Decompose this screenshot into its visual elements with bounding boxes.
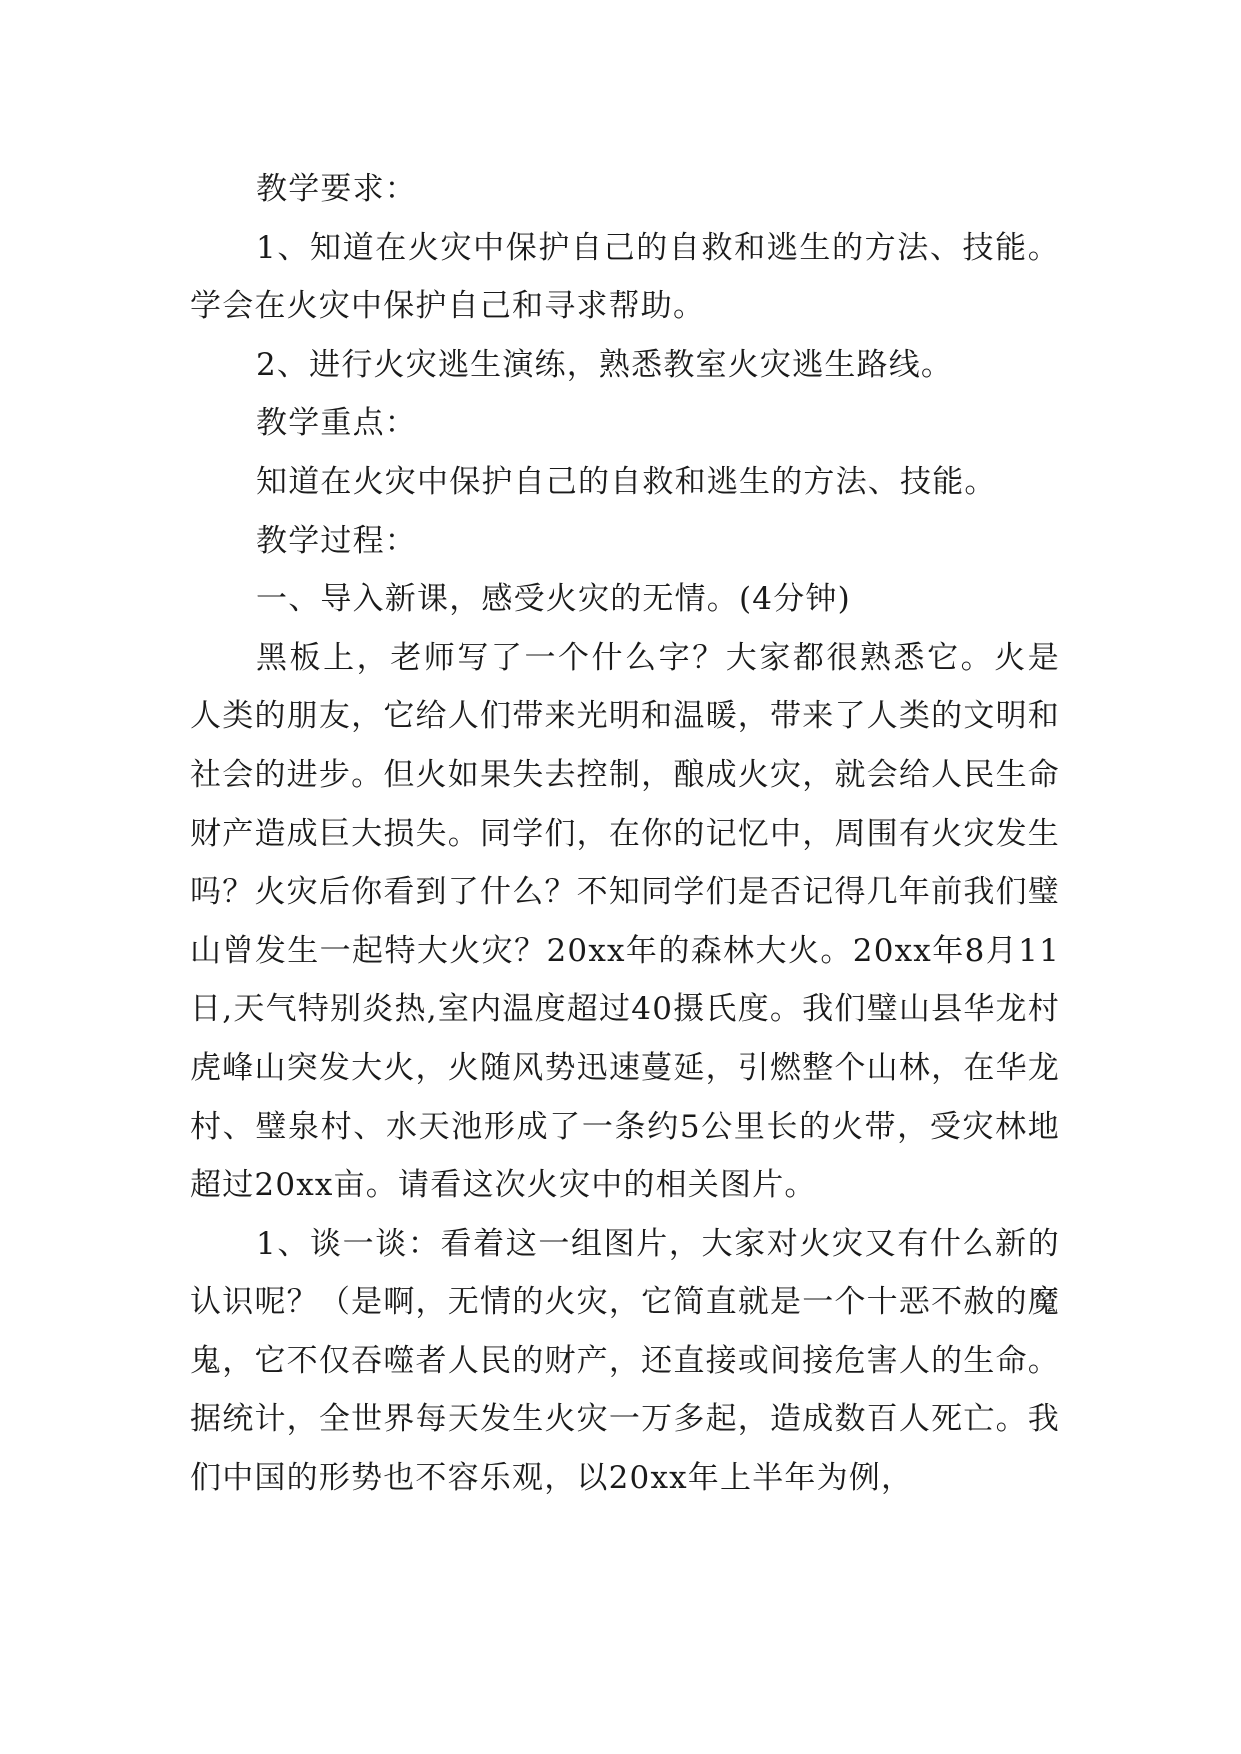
document-body [190, 160, 1060, 1508]
process-section-1-body: 黑板上，老师写了一个什么字？大家都很熟悉它。火是人类的朋友，它给人们带来光明和温暖，带来了人类的文明和社会的进步。但火如果失去控制，酿成火灾，就会给人民生命财产造成巨大损失。同学们，在你的记忆中，周围有火灾发生吗？火灾后你看到了什么？不知同学们是否记得几年前我们璧山曾发生一起特大火灾？20xx年的森林大火。20xx年8月11日,天气特别炎热,室内温度超过40摄氏度。我们璧山县华龙村虎峰山突发大火，火随风势迅速蔓延，引燃整个山林，在华龙村、璧泉村、水天池形成了一条约5公里长的火带，受灾林地超过20xx亩。请看这次火灾中的相关图片。 [190, 639, 1060, 1204]
heading-teaching-process: 教学过程： [256, 522, 417, 559]
requirement-item-1: 1、知道在火灾中保护自己的自救和逃生的方法、技能。学会在火灾中保护自己和寻求帮助。 [190, 229, 1060, 325]
heading-teaching-focus: 教学重点： [256, 405, 417, 442]
requirement-item-2: 2、进行火灾逃生演练，熟悉教室火灾逃生路线。 [256, 346, 954, 383]
heading-teaching-requirements: 教学要求： [256, 171, 417, 207]
discussion-paragraph: 1、谈一谈：看着这一组图片，大家对火灾又有什么新的认识呢？（是啊，无情的火灾，它简直就是一个十恶不赦的魔鬼，它不仅吞噬者人民的财产，还直接或间接危害人的生命。据统计，全世界每天发生火灾一万多起，造成数百人死亡。我们中国的形势也不容乐观，以20xx年上半年为例， [190, 1225, 1060, 1497]
process-section-1-title: 一、导入新课，感受火灾的无情。(4分钟) [256, 581, 851, 618]
teaching-focus-text: 知道在火灾中保护自己的自救和逃生的方法、技能。 [256, 463, 997, 500]
